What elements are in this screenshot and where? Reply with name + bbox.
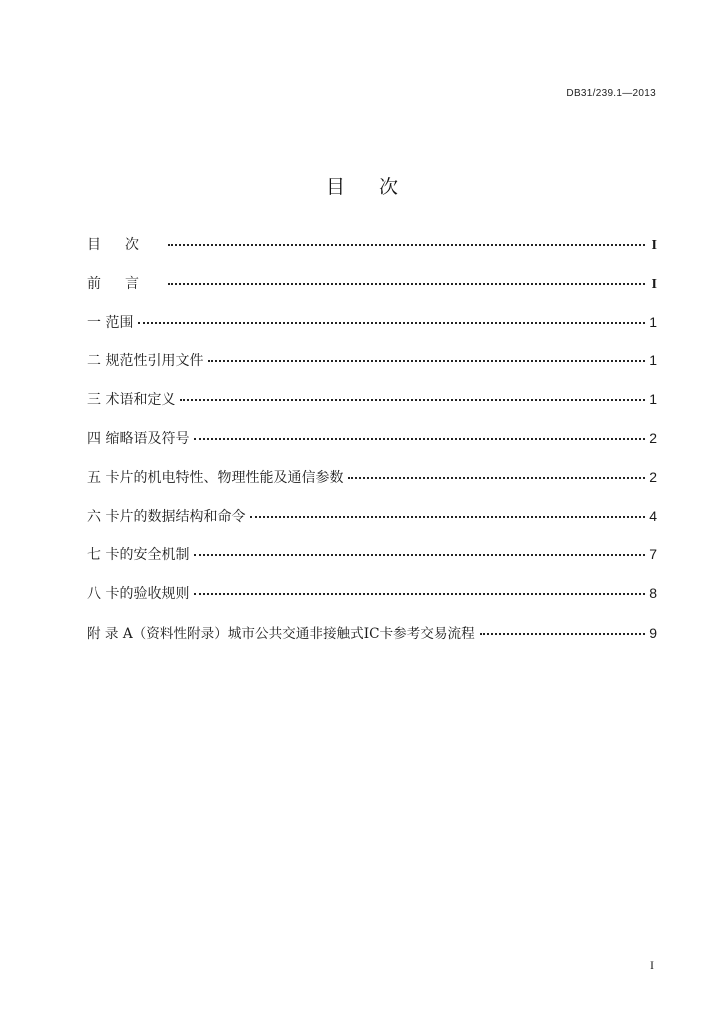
toc-leader-dots xyxy=(250,516,645,518)
document-code: DB31/239.1—2013 xyxy=(566,88,656,99)
toc-entry-page: 2 xyxy=(649,468,657,485)
toc-leader-dots xyxy=(194,438,645,440)
toc-leader-dots xyxy=(138,322,645,324)
toc-entry-page: 1 xyxy=(649,313,657,330)
toc-entry-label: 四 缩略语及符号 xyxy=(87,430,190,447)
toc-entry-abbreviations[interactable] xyxy=(87,428,657,467)
toc-leader-dots xyxy=(194,593,645,595)
toc-entry-page: I xyxy=(651,276,657,292)
toc-entry-label: 一 范围 xyxy=(87,314,134,331)
toc-entry-security[interactable] xyxy=(87,544,657,583)
toc-entry-page: 7 xyxy=(649,546,657,563)
toc-leader-dots xyxy=(194,554,645,556)
toc-entry-label: 前言 xyxy=(87,275,163,292)
toc-leader-dots xyxy=(208,360,645,362)
toc-entry-foreword[interactable] xyxy=(87,273,657,312)
toc-entry-label: 二 规范性引用文件 xyxy=(87,353,204,370)
toc-entry-page: I xyxy=(651,238,657,253)
toc-entry-label: 三 术语和定义 xyxy=(87,392,176,409)
toc-entry-contents[interactable] xyxy=(87,234,657,273)
toc-entry-label: 六 卡片的数据结构和命令 xyxy=(87,508,246,525)
toc-entry-page: 1 xyxy=(649,391,657,408)
toc-leader-dots xyxy=(180,399,645,401)
toc-leader-dots xyxy=(168,283,645,285)
toc-leader-dots xyxy=(480,633,645,635)
toc-entry-page: 1 xyxy=(649,352,657,369)
toc-entry-acceptance-rules[interactable] xyxy=(87,583,657,622)
toc-entry-label: 五 卡片的机电特性、物理性能及通信参数 xyxy=(87,469,344,486)
toc-entry-page: 4 xyxy=(649,507,657,524)
toc-entry-page: 2 xyxy=(649,429,657,446)
toc-entry-label: 七 卡的安全机制 xyxy=(87,547,190,564)
page-title: 目次 xyxy=(325,176,432,198)
toc-entry-normative-references[interactable] xyxy=(87,350,657,389)
toc-entry-page: 8 xyxy=(649,585,657,602)
toc-entry-data-structure[interactable] xyxy=(87,506,657,545)
toc-leader-dots xyxy=(348,477,645,479)
toc-entry-page: 9 xyxy=(649,624,657,641)
toc-entry-label: 目次 xyxy=(87,237,163,253)
toc-leader-dots xyxy=(168,244,645,246)
toc-entry-appendix-a[interactable] xyxy=(87,622,657,661)
toc-entry-card-characteristics[interactable] xyxy=(87,467,657,506)
toc-entry-label: 八 卡的验收规则 xyxy=(87,586,190,603)
toc-entry-scope[interactable] xyxy=(87,312,657,351)
table-of-contents xyxy=(87,234,657,661)
page-number: I xyxy=(650,958,654,972)
toc-entry-label: 附 录 A（资料性附录）城市公共交通非接触式IC卡参考交易流程 xyxy=(87,625,475,642)
toc-entry-terms-definitions[interactable] xyxy=(87,389,657,428)
